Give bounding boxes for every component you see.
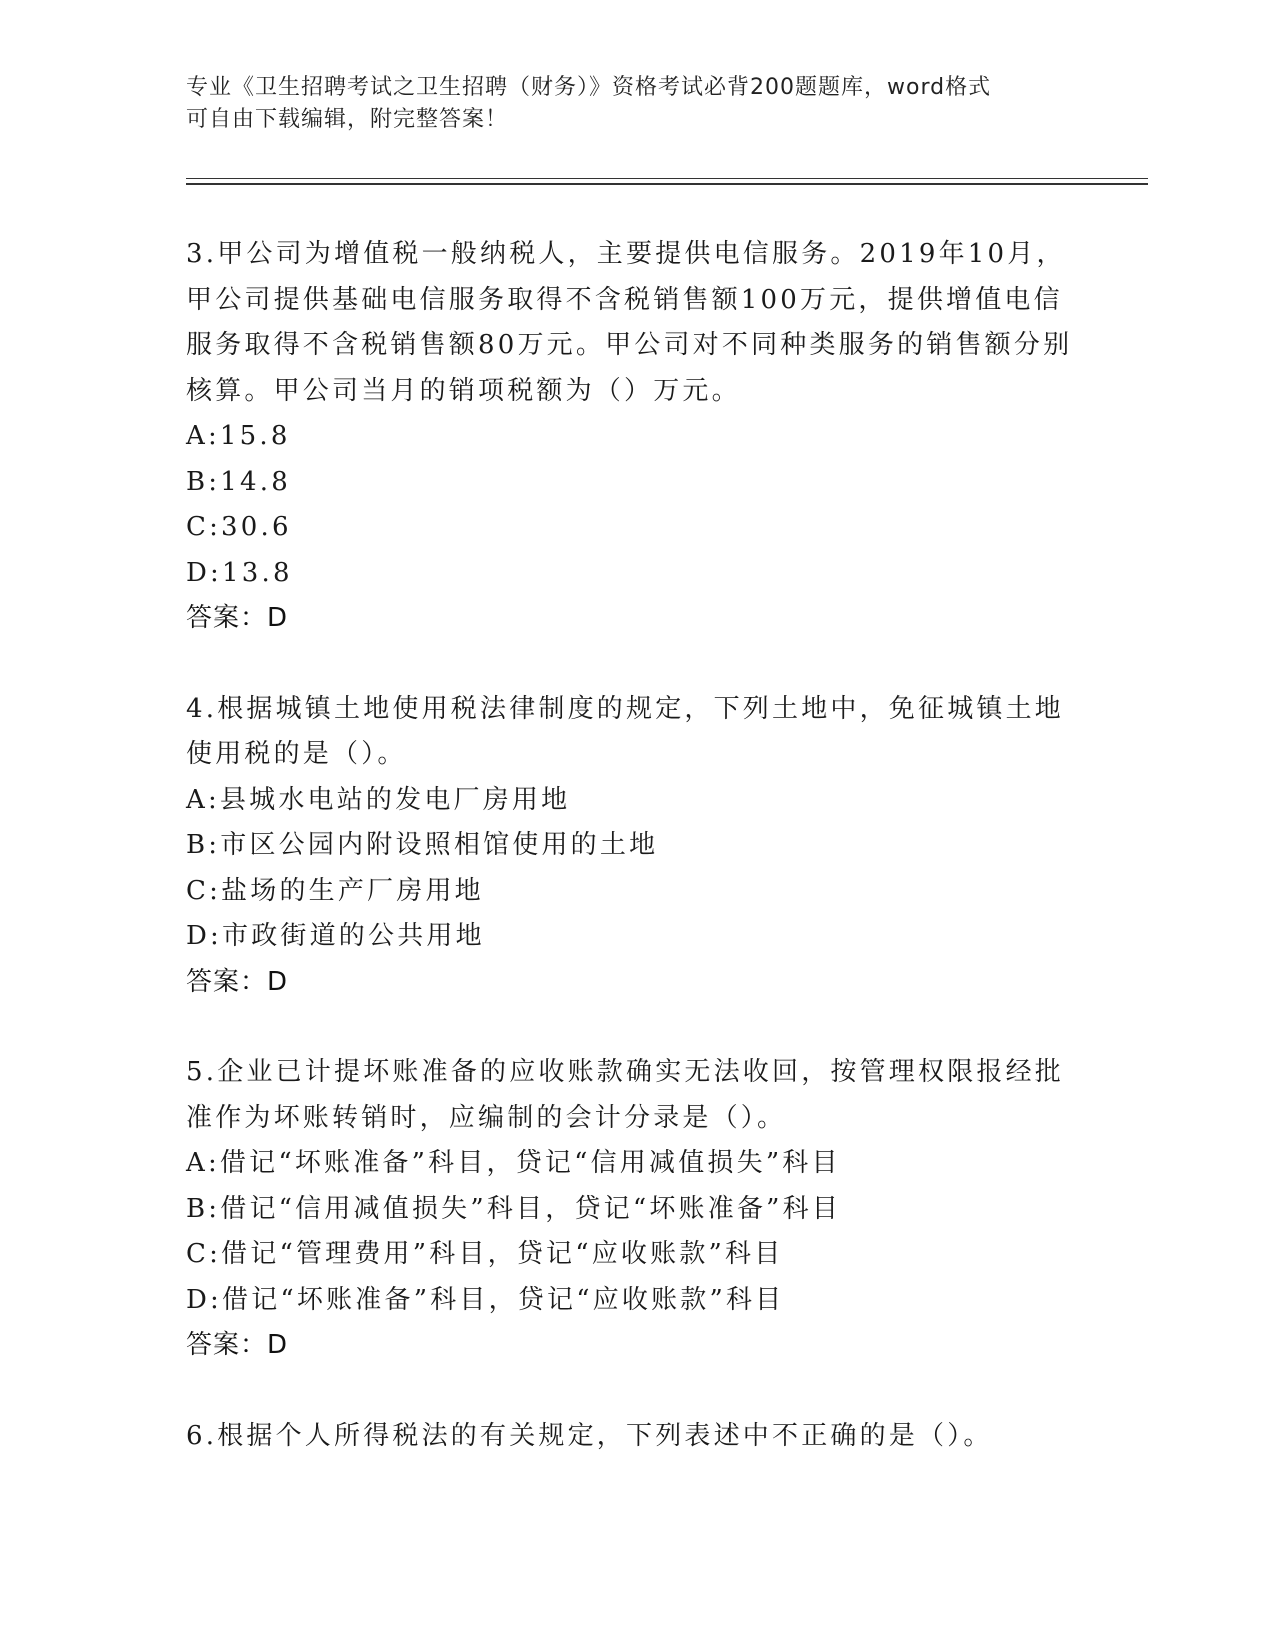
option-a: A:县城水电站的发电厂房用地 — [186, 784, 571, 815]
option-d: D:市政街道的公共用地 — [186, 921, 485, 951]
question-6 — [186, 1414, 1086, 1460]
question-4 — [186, 687, 1086, 1006]
option-d: D:13.8 — [186, 557, 293, 588]
option-b: B:14.8 — [186, 466, 291, 497]
option-d: D:借记“坏账准备”科目，贷记“应收账款”科目 — [186, 1284, 785, 1315]
answer-label: 答案：D — [186, 603, 289, 633]
question-5 — [186, 1050, 1086, 1369]
question-list — [186, 232, 1086, 1504]
answer-label: 答案：D — [186, 966, 289, 997]
question-stem: 5.企业已计提坏账准备的应收账款确实无法收回，按管理权限报经批准作为坏账转销时，应编制的会计分录是（）。 — [186, 1057, 1065, 1133]
question-stem: 3.甲公司为增值税一般纳税人，主要提供电信服务。2019年10月，甲公司提供基础电信服务取得不含税销售额100万元，提供增值电信服务取得不含税销售额80万元。甲公司对不同种类服务的销售额分别核算。甲公司当月的销项税额为（）万元。 — [186, 239, 1073, 406]
answer-label: 答案：D — [186, 1330, 289, 1360]
option-c: C:30.6 — [186, 512, 292, 542]
option-c: C:借记“管理费用”科目，贷记“应收账款”科目 — [186, 1239, 784, 1269]
option-b: B:市区公园内附设照相馆使用的土地 — [186, 830, 659, 860]
question-stem: 6.根据个人所得税法的有关规定，下列表述中不正确的是（）。 — [186, 1420, 993, 1451]
header-title-line-2: 可自由下载编辑，附完整答案！ — [186, 107, 509, 132]
header-divider — [186, 178, 1148, 185]
option-a: A:15.8 — [186, 421, 291, 451]
option-b: B:借记“信用减值损失”科目，贷记“坏账准备”科目 — [186, 1193, 842, 1224]
header-title-line-1: 专业《卫生招聘考试之卫生招聘（财务）》资格考试必背200题题库，word格式 — [186, 75, 992, 100]
question-3 — [186, 232, 1086, 642]
option-c: C:盐场的生产厂房用地 — [186, 875, 484, 906]
document-header — [186, 72, 1086, 136]
question-stem: 4.根据城镇土地使用税法律制度的规定，下列土地中，免征城镇土地使用税的是（）。 — [186, 693, 1065, 769]
option-a: A:借记“坏账准备”科目，贷记“信用减值损失”科目 — [186, 1148, 841, 1178]
